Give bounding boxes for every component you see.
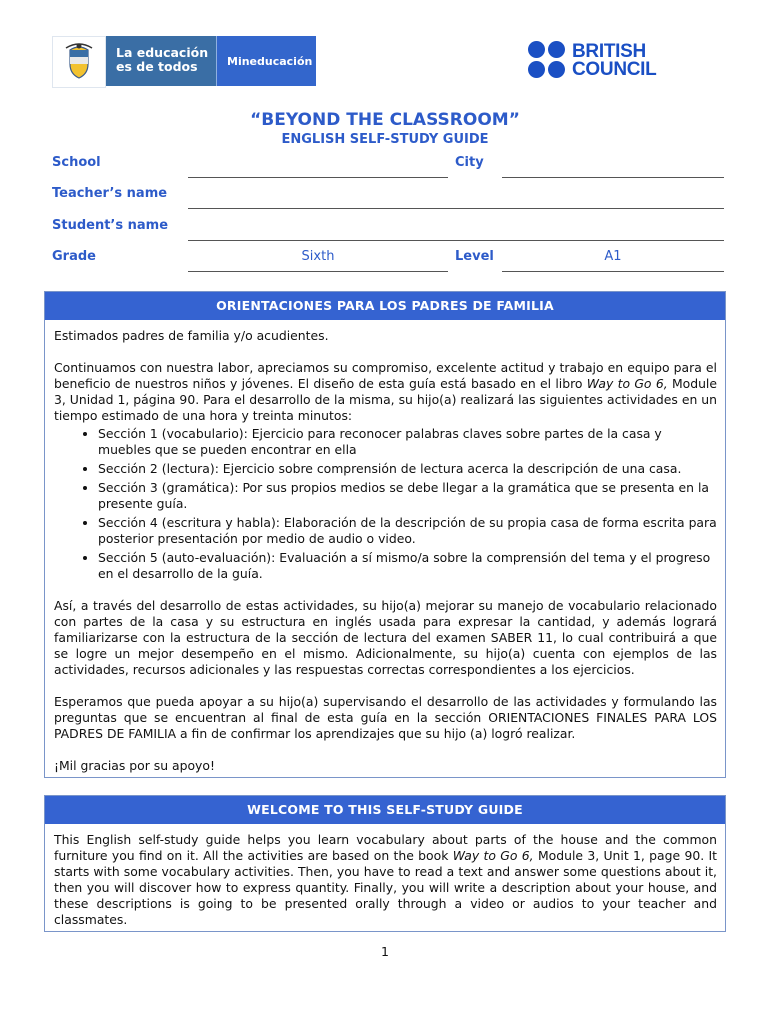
list-item: • Sección 5 (auto-evaluación): Evaluación a sí mismo/a sobre la comprensión del tema y el progreso en el desarrollo de la guía. [98, 550, 717, 582]
intro-text-b: Module 3, Unidad 1, página 90. Para el desarrollo de la misma, su hijo(a) realizará las siguientes actividades en un tiempo estimado de una hora y treinta minutos: [54, 376, 717, 423]
welcome-text-b: Module 3, Unit 1, page 90. It starts with some vocabulary activities. Then, you have to read a text and answer some questions about it, then you will discover how to express quantity. Finally, you will write a description about your house, and these descriptions is going to be presented orally through a video or audios to your teacher and classmates. [54, 848, 717, 927]
book-title: Way to Go 6, [586, 376, 668, 391]
parents-paragraph-2: Así, a través del desarrollo de estas actividades, su hijo(a) mejorar su manejo de vocabulario relacionado con partes de la casa y su estructura en inglés usada para expresar la cantidad, y además logrará familiarizarse con la estructura de la sección de lectura del examen SABER 11, lo cual contribuirá a que se logre un mejor desempeño en el mismo. Adicionalmente, su hijo(a) cuenta con ejemplos de las actividades, recursos adicionales y las respuestas correctas correspondientes a los ejercicios. [54, 598, 717, 677]
document-subtitle: ENGLISH SELF-STUDY GUIDE [281, 132, 489, 147]
level-label: Level [455, 249, 494, 264]
parents-closing: ¡Mil gracias por su apoyo! [54, 758, 215, 773]
teacher-name-field[interactable] [188, 208, 724, 209]
british-council-dots-icon [528, 41, 568, 81]
school-field[interactable] [188, 177, 448, 178]
education-slogan [106, 36, 216, 86]
page-number: 1 [381, 944, 389, 959]
level-field[interactable] [502, 271, 724, 272]
grade-label: Grade [52, 249, 96, 264]
list-item: • Sección 3 (gramática): Por sus propios medios se debe llegar a la gramática que se presenta en la presente guía. [98, 480, 717, 512]
grade-value: Sixth [301, 249, 335, 264]
sections-list [54, 426, 717, 582]
slogan-line-2: es de todos [116, 59, 198, 74]
grade-field[interactable] [188, 271, 448, 272]
parents-guidance-box [44, 291, 726, 778]
slogan-line-1: La educación [116, 45, 209, 60]
ministry-label: Mineducación [216, 36, 316, 86]
coat-of-arms-icon [52, 36, 106, 88]
parents-guidance-body [45, 320, 725, 774]
list-item: • Sección 1 (vocabulario): Ejercicio para reconocer palabras claves sobre partes de la casa y muebles que se pueden encontrar en ella [98, 426, 717, 458]
list-item: • Sección 4 (escritura y habla): Elaboración de la descripción de su propia casa de forma escrita para posterior presentación por medio de audio o video. [98, 515, 717, 547]
student-name-field[interactable] [188, 240, 724, 241]
parents-paragraph-3: Esperamos que pueda apoyar a su hijo(a) supervisando el desarrollo de las actividades y formulando las preguntas que se encuentran al final de esta guía en la sección ORIENTACIONES FINALES PARA LOS PADRES DE FAMILIA a fin de confirmar los aprendizajes que su hijo (a) logró realizar. [54, 694, 717, 741]
city-field[interactable] [502, 177, 724, 178]
mineducacion-logo [52, 36, 316, 86]
welcome-paragraph [54, 832, 717, 928]
british-council-logo [528, 40, 668, 82]
welcome-body [45, 824, 725, 928]
list-item: • Sección 2 (lectura): Ejercicio sobre comprensión de lectura acerca la descripción de una casa. [98, 461, 717, 477]
wordmark-line-2: COUNCIL [572, 59, 657, 80]
document-title: “BEYOND THE CLASSROOM” [250, 110, 520, 130]
level-value: A1 [604, 249, 622, 264]
intro-text-a: Continuamos con nuestra labor, apreciamos su compromiso, excelente actitud y trabajo en equipo para el beneficio de nuestros niños y jóvenes. El diseño de esta guía está basado en el libro [54, 360, 717, 391]
city-label: City [455, 155, 484, 170]
british-council-wordmark [572, 43, 656, 79]
wordmark-line-1: BRITISH [572, 41, 646, 62]
welcome-book-title: Way to Go 6, [452, 848, 534, 863]
welcome-heading: WELCOME TO THIS SELF-STUDY GUIDE [45, 796, 725, 824]
parents-guidance-heading: ORIENTACIONES PARA LOS PADRES DE FAMILIA [45, 292, 725, 320]
school-label: School [52, 155, 101, 170]
welcome-box [44, 795, 726, 932]
welcome-text-a: This English self-study guide helps you learn vocabulary about parts of the house and the common furniture you find on it. All the activities are based on the book [54, 832, 717, 863]
parents-greeting: Estimados padres de familia y/o acudientes. [54, 328, 329, 343]
parents-intro [54, 360, 717, 424]
teacher-name-label: Teacher’s name [52, 186, 168, 201]
student-name-label: Student’s name [52, 218, 169, 233]
